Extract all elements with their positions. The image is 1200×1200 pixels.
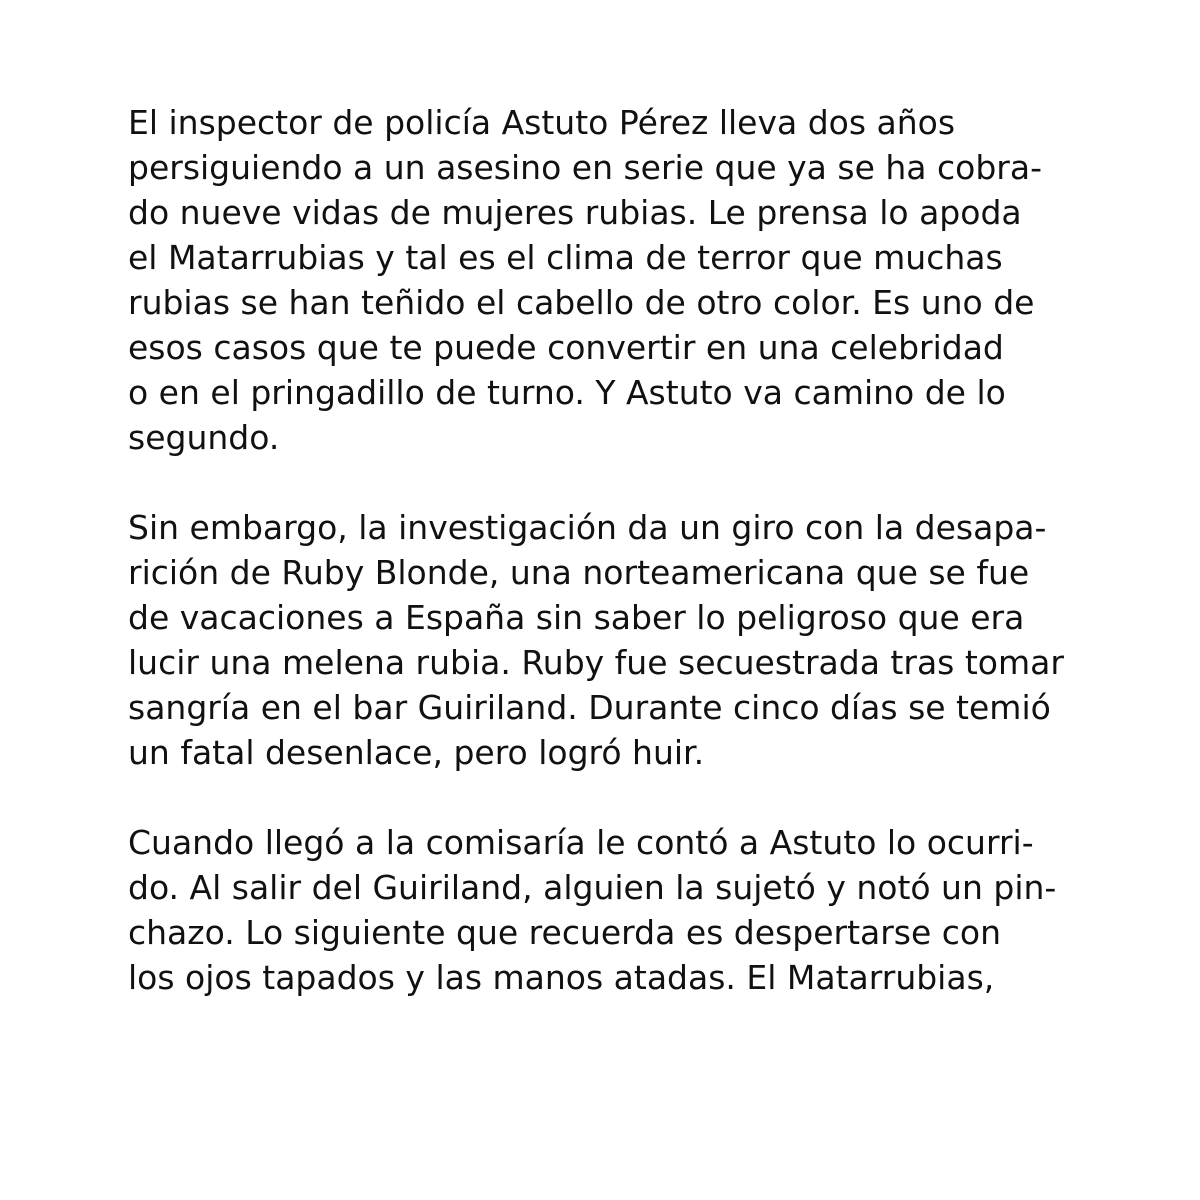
- text-line: rubias se han teñido el cabello de otro color. Es uno de: [128, 283, 1035, 322]
- text-line: el Matarrubias y tal es el clima de terror que muchas: [128, 238, 1003, 277]
- text-line: do nueve vidas de mujeres rubias. Le prensa lo apoda: [128, 193, 1022, 232]
- paragraph-3: [128, 820, 1088, 1000]
- text-line: un fatal desenlace, pero logró huir.: [128, 733, 705, 772]
- text-line: de vacaciones a España sin saber lo peligroso que era: [128, 598, 1025, 637]
- text-line: segundo.: [128, 418, 280, 457]
- story-text: [128, 100, 1088, 1000]
- text-line: Cuando llegó a la comisaría le contó a Astuto lo ocurri-: [128, 823, 1034, 862]
- text-line: persiguiendo a un asesino en serie que ya se ha cobra-: [128, 148, 1042, 187]
- text-line: o en el pringadillo de turno. Y Astuto va camino de lo: [128, 373, 1006, 412]
- text-line: lucir una melena rubia. Ruby fue secuestrada tras tomar: [128, 643, 1064, 682]
- text-line: rición de Ruby Blonde, una norteamericana que se fue: [128, 553, 1030, 592]
- text-line: do. Al salir del Guiriland, alguien la sujetó y notó un pin-: [128, 868, 1057, 907]
- text-line: El inspector de policía Astuto Pérez lleva dos años: [128, 103, 956, 142]
- paragraph-2: [128, 505, 1088, 775]
- text-line: chazo. Lo siguiente que recuerda es despertarse con: [128, 913, 1002, 952]
- text-line: los ojos tapados y las manos atadas. El Matarrubias,: [128, 958, 995, 997]
- text-line: sangría en el bar Guiriland. Durante cinco días se temió: [128, 688, 1051, 727]
- text-line: Sin embargo, la investigación da un giro con la desapa-: [128, 508, 1047, 547]
- text-line: esos casos que te puede convertir en una celebridad: [128, 328, 1004, 367]
- paragraph-1: [128, 100, 1088, 460]
